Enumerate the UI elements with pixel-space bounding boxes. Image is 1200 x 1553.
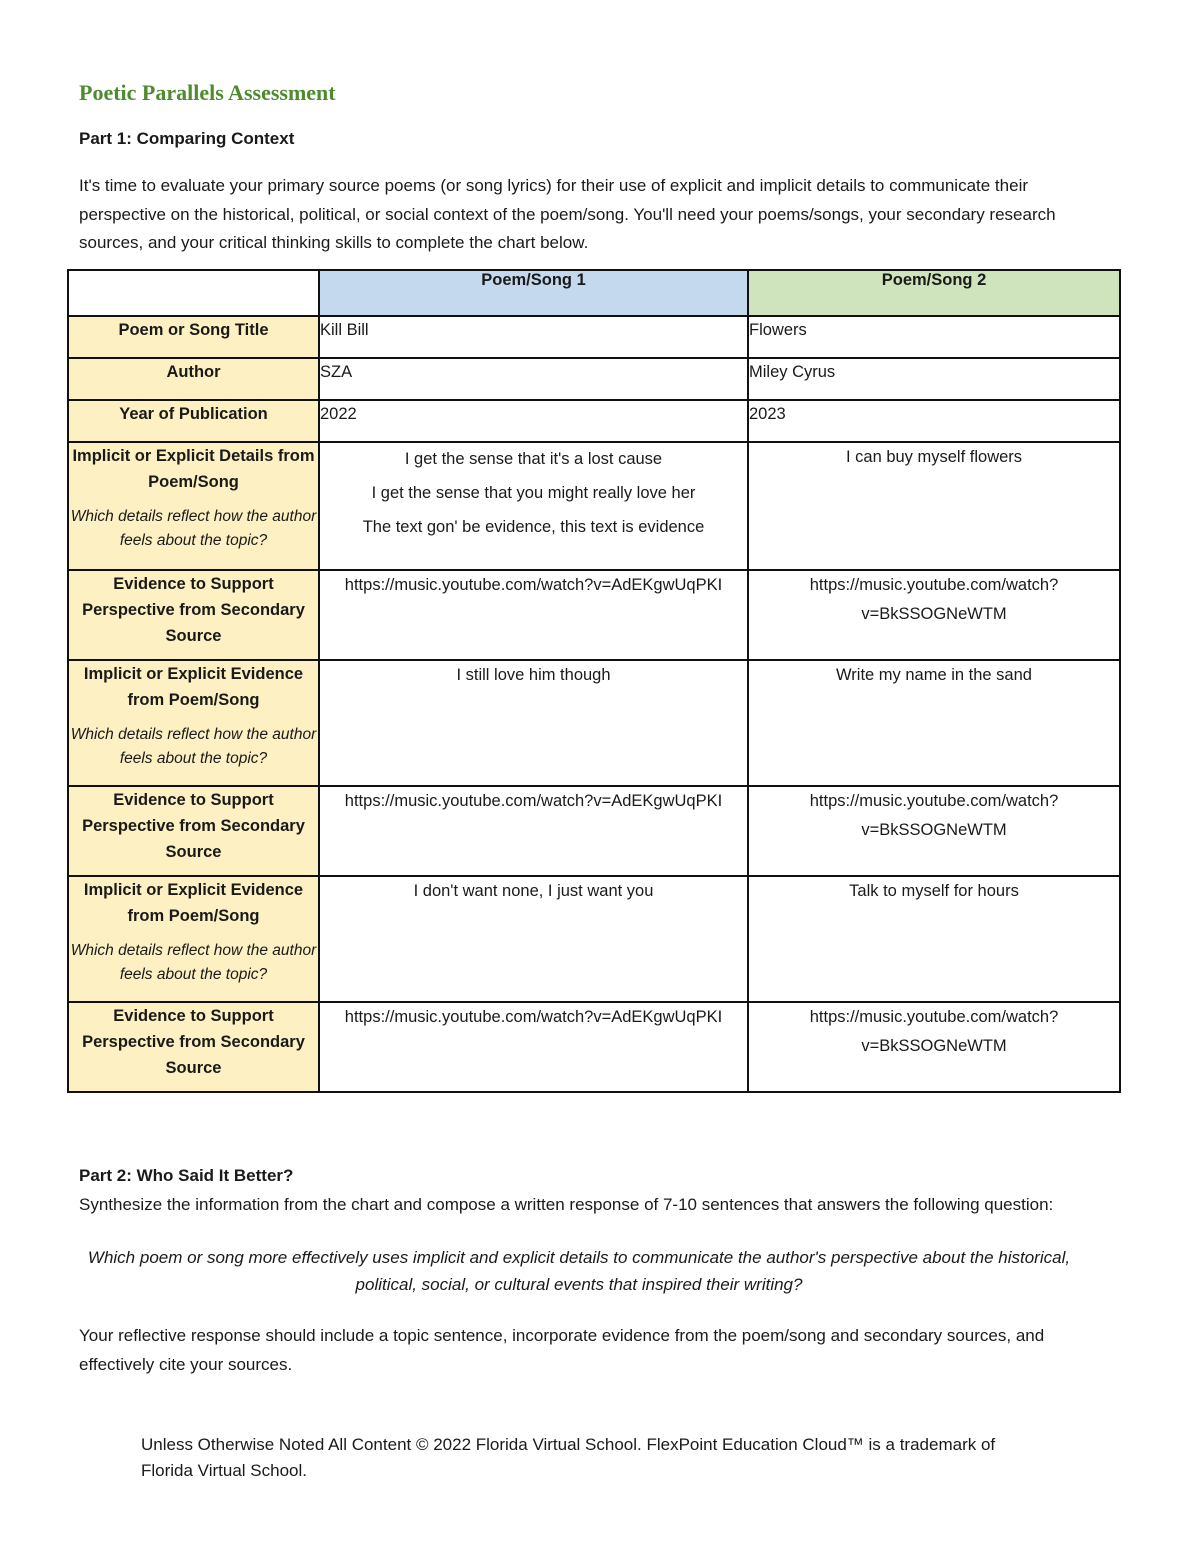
header-song-1: Poem/Song 1: [319, 270, 748, 316]
table-row: [68, 876, 1120, 1002]
chart-header-row: [68, 270, 1120, 316]
song2-implicit: Write my name in the sand: [748, 660, 1120, 786]
song2-title: Flowers: [748, 316, 1120, 358]
row-sublabel: Which details reflect how the author feels about the topic?: [70, 942, 317, 983]
song1-details: [319, 442, 748, 570]
response-instructions: Your reflective response should include a topic sentence, incorporate evidence from the poem/song and secondary sources, and effectively cite your sources.: [79, 1326, 1045, 1374]
part2-heading: Part 2: Who Said It Better?: [79, 1166, 294, 1185]
row-label-text: Implicit or Explicit Details from Poem/Song: [72, 447, 315, 491]
table-row: [68, 442, 1120, 570]
song1-author: SZA: [319, 358, 748, 400]
row-label: Evidence to Support Perspective from Secondary Source: [68, 786, 319, 876]
copyright-footer: Unless Otherwise Noted All Content © 2022 Florida Virtual School. FlexPoint Education Cloud™ is a trademark of Florida Virtual School.: [141, 1435, 996, 1480]
table-row: [68, 786, 1120, 876]
row-label: [68, 442, 319, 570]
row-label: Evidence to Support Perspective from Secondary Source: [68, 570, 319, 660]
song2-implicit: Talk to myself for hours: [748, 876, 1120, 1002]
table-row: [68, 1002, 1120, 1092]
row-label-text: Implicit or Explicit Evidence from Poem/Song: [83, 665, 304, 709]
song1-year: 2022: [319, 400, 748, 442]
song1-implicit: I still love him though: [319, 660, 748, 786]
table-row: [68, 660, 1120, 786]
song2-evidence-link: https://music.youtube.com/watch?v=BkSSOGNeWTM: [748, 786, 1120, 876]
song1-evidence-link: https://music.youtube.com/watch?v=AdEKgwUqPKI: [319, 570, 748, 660]
essay-question: Which poem or song more effectively uses implicit and explicit details to communicate the author's perspective about the historical, political, social, or cultural events that inspired their writing?: [87, 1248, 1071, 1294]
song1-title: Kill Bill: [319, 316, 748, 358]
song2-details: I can buy myself flowers: [748, 442, 1120, 570]
row-label: Year of Publication: [68, 400, 319, 442]
part1-heading: Part 1: Comparing Context: [79, 129, 295, 148]
song2-year: 2023: [748, 400, 1120, 442]
row-label: [68, 660, 319, 786]
row-label: Poem or Song Title: [68, 316, 319, 358]
lyric-line: The text gon' be evidence, this text is evidence: [362, 518, 705, 536]
song2-evidence-link: https://music.youtube.com/watch?v=BkSSOGNeWTM: [748, 570, 1120, 660]
song1-evidence-link: https://music.youtube.com/watch?v=AdEKgwUqPKI: [319, 786, 748, 876]
part2-intro: Synthesize the information from the chart and compose a written response of 7-10 sentences that answers the following question:: [79, 1195, 1054, 1214]
page-title: Poetic Parallels Assessment: [79, 80, 336, 105]
row-label: Author: [68, 358, 319, 400]
song2-evidence-link: https://music.youtube.com/watch?v=BkSSOGNeWTM: [748, 1002, 1120, 1092]
lyric-line: I get the sense that it's a lost cause: [404, 450, 663, 468]
row-label: Evidence to Support Perspective from Secondary Source: [68, 1002, 319, 1092]
table-row: [68, 400, 1120, 442]
table-row: [68, 358, 1120, 400]
part1-intro: It's time to evaluate your primary source poems (or song lyrics) for their use of explicit and implicit details to communicate their perspective on the historical, political, or social context of the poem/song. You'll need your poems/songs, your secondary research sources, and your critical thinking skills to complete the chart below.: [79, 176, 1056, 252]
row-sublabel: Which details reflect how the author feels about the topic?: [70, 508, 317, 549]
lyric-line: I get the sense that you might really love her: [371, 484, 696, 502]
row-label-text: Implicit or Explicit Evidence from Poem/Song: [83, 881, 304, 925]
row-sublabel: Which details reflect how the author feels about the topic?: [70, 726, 317, 767]
comparison-chart: [67, 269, 1121, 1093]
chart-corner-cell: [68, 270, 319, 316]
table-row: [68, 316, 1120, 358]
song2-author: Miley Cyrus: [748, 358, 1120, 400]
song1-implicit: I don't want none, I just want you: [319, 876, 748, 1002]
header-song-2: Poem/Song 2: [748, 270, 1120, 316]
row-label: [68, 876, 319, 1002]
table-row: [68, 570, 1120, 660]
song1-evidence-link: https://music.youtube.com/watch?v=AdEKgwUqPKI: [319, 1002, 748, 1092]
